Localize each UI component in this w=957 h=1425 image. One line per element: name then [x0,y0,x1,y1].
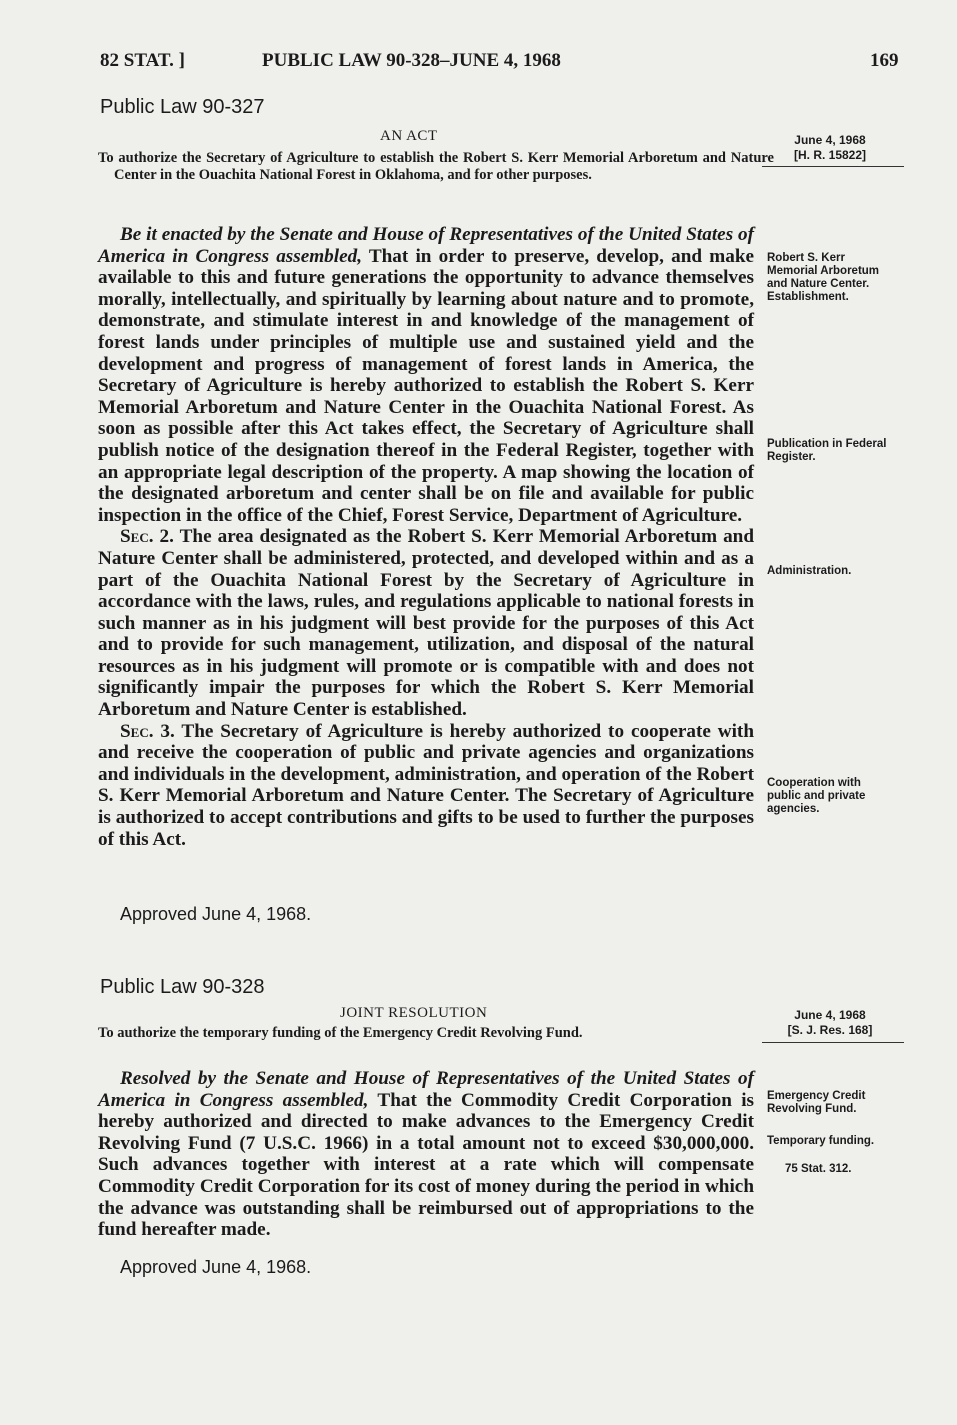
law1-section-3 [98,721,754,851]
law1-margin-date [760,133,900,163]
law2-body [98,1068,754,1241]
law1-enacting-clause: Be it enacted by the Senate and House of Representatives of the United States of America in Congress assembled, [98,224,754,267]
law1-margin-note-cooperation: Cooperation with public and private agencies. [767,777,866,815]
header-stat: 82 STAT. ] [100,50,185,71]
law1-approved: Approved June 4, 1968. [120,904,312,924]
law2-margin-note-stat: 75 Stat. 312. [785,1163,852,1175]
header-title: PUBLIC LAW 90-328–JUNE 4, 1968 [262,50,561,71]
law1-section-1 [98,224,754,526]
law2-act-heading: JOINT RESOLUTION [340,1005,488,1021]
law1-margin-note-establishment: Robert S. Kerr Memorial Arboretum and Nature Center. Establishment. [767,252,880,303]
law2-margin-date [760,1008,900,1038]
law2-resolution [98,1068,754,1241]
law2-approved: Approved June 4, 1968. [120,1257,312,1277]
law1-sec3-label: Sec. 3. [120,720,175,742]
law1-margin-bill: [H. R. 15822] [793,148,867,162]
law2-title: Public Law 90-328 [100,976,265,998]
law1-margin-note-federal-register: Publication in Federal Register. [767,438,887,463]
law1-sec2-label: Sec. 2. [120,526,174,548]
law1-purpose: To authorize the Secretary of Agriculture to establish the Robert S. Kerr Memorial Arboretum and Nature Center in the Ouachita National Forest in Oklahoma, and for other purposes. [98,150,774,183]
law1-title: Public Law 90-327 [100,96,265,118]
law2-margin-note-fund: Emergency Credit Revolving Fund. [767,1090,866,1115]
law2-resolving-clause: Resolved by the Senate and House of Representatives of the United States of America in Congress assembled, [98,1068,754,1111]
law1-sec1-text: That in order to preserve, develop, and make available to this and future generations the opportunity to advance themselves morally, intellectually, and spiritually by learning about nature and to promote, demonstrate, and stimulate interest in and knowledge of the management of forest lands under principles of multiple use and sustained yield and the development and progress of management of forest lands in America, the Secretary of Agriculture is hereby authorized to establish the Robert S. Kerr Memorial Arboretum and Nature Center in the Ouachita National Forest. As soon as possible after this Act takes effect, the Secretary of Agriculture shall publish notice of the designation thereof in the Federal Register, together with an appropriate legal description of the property. A map showing the location of the designated arboretum and center shall be on file and available for public inspection in the office of the Chief, Forest Service, Department of Agriculture. [98,245,755,526]
law2-margin-date-text: June 4, 1968 [794,1008,866,1022]
law2-margin-note-temporary: Temporary funding. [767,1135,875,1147]
law1-margin-date-text: June 4, 1968 [794,133,866,147]
law2-margin-rule [762,1042,904,1043]
law1-margin-rule [762,166,904,167]
law2-text: That the Commodity Credit Corporation is hereby authorized and directed to make advances to the Emergency Credit Revolving Fund (7 U.S.C. 1966) in a total amount not to exceed $30,000,000. Such advances together with interest at a rate which will compensate Commodity Credit Corporation for its cost of money during the period in which the advance was outstanding shall be reimbursed out of appropriations to the fund hereafter made. [98,1089,755,1241]
law1-section-2 [98,526,754,720]
law2-margin-bill: [S. J. Res. 168] [787,1023,873,1037]
law1-body [98,224,754,850]
law1-sec2-text: The area designated as the Robert S. Kerr Memorial Arboretum and Nature Center shall be administered, protected, and developed within and as a part of the Ouachita National Forest by the Secretary of Agriculture in accordance with the laws, rules, and regulations applicable to national forests in such manner as in his judgment will best provide for the purposes of this Act and to provide for such management, utilization, and disposal of the natural resources as in his judgment will promote or is compatible with and does not significantly impair the purposes for which the Robert S. Kerr Memorial Arboretum and Nature Center is established. [98,526,755,721]
page-number: 169 [870,50,899,71]
law1-sec3-text: The Secretary of Agriculture is hereby authorized to cooperate with and receive the cooperation of public and private agencies and organizations and individuals in the development, administration, and operation of the Robert S. Kerr Memorial Arboretum and Nature Center. The Secretary of Agriculture is authorized to accept contributions and gifts to be used to further the purposes of this Act. [98,720,754,850]
law1-margin-note-administration: Administration. [767,565,852,577]
law2-purpose: To authorize the temporary funding of the Emergency Credit Revolving Fund. [98,1025,583,1041]
law1-act-heading: AN ACT [380,128,438,144]
